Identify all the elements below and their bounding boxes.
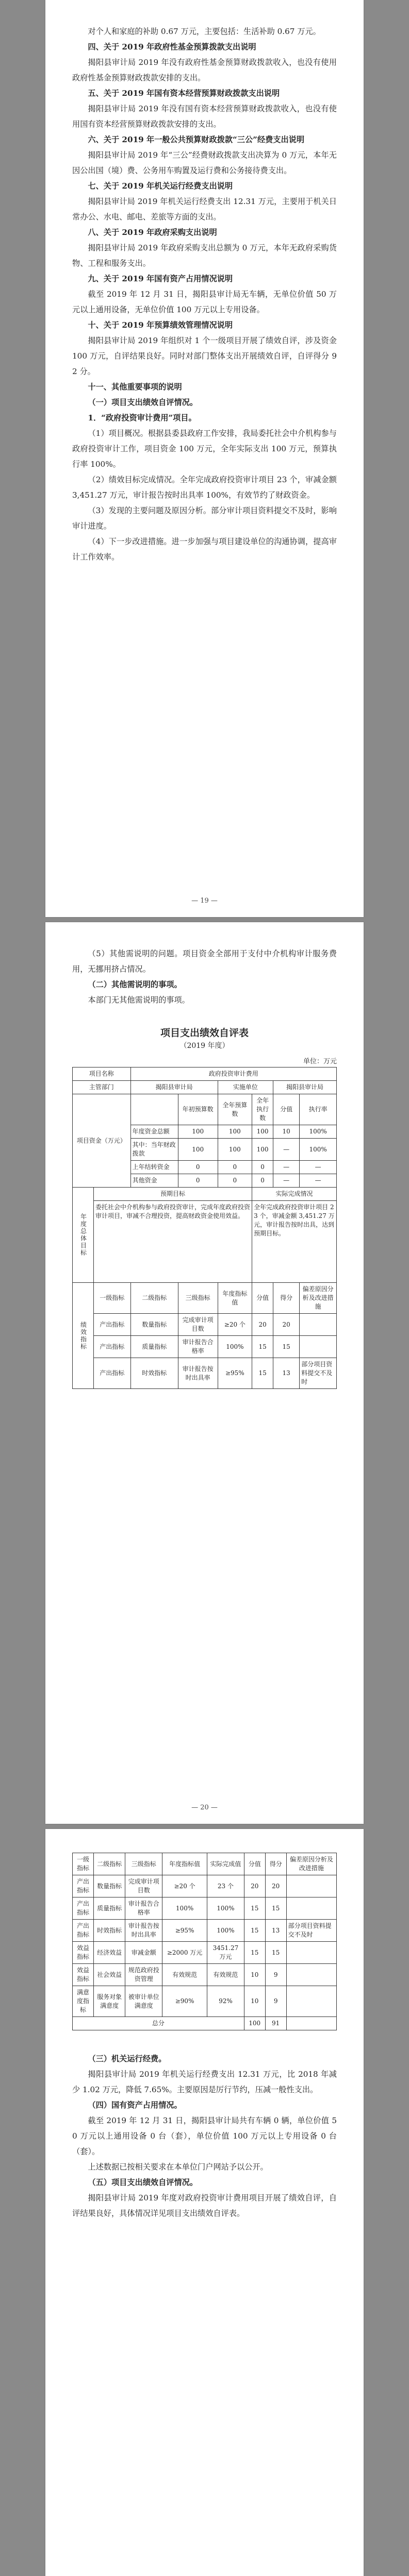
indicator-score: 15 xyxy=(244,1942,265,1964)
page-3-text xyxy=(72,2051,337,2221)
fund-score: — xyxy=(273,1139,300,1161)
total-row xyxy=(73,2017,337,2030)
fund-exec: 100 xyxy=(252,1139,273,1161)
fund-rate: — xyxy=(300,1174,337,1188)
fund-exec: 0 xyxy=(252,1174,273,1188)
indicator-target: ≥95% xyxy=(218,1358,252,1389)
indicator-row xyxy=(73,1986,337,2017)
body-paragraph: 揭阳县审计局 2019 年机关运行经费支出 12.31 万元，主要用于机关日常办公、水电、邮电、差旅等方面的支出。 xyxy=(72,197,337,222)
indicator-get: 20 xyxy=(273,1314,300,1336)
body-paragraph: 上述数据已按相关要求在本单位门户网站予以公开。 xyxy=(88,2162,268,2172)
fund-full: 100 xyxy=(218,1139,252,1161)
indicator-actual: 3451.27 万元 xyxy=(207,1942,244,1964)
project-name-label: 项目名称 xyxy=(73,1067,131,1081)
indicator-reason xyxy=(286,1986,336,2017)
fund-full: 0 xyxy=(218,1161,252,1174)
total-label: 总分 xyxy=(73,2017,244,2030)
fund-annual: 0 xyxy=(178,1161,218,1174)
section-heading: （一）项目支出绩效自评情况。 xyxy=(88,398,198,407)
indicator-actual: 92% xyxy=(207,1986,244,2017)
project-name-value: 政府投资审计费用 xyxy=(130,1067,336,1081)
indicator-get: 13 xyxy=(273,1358,300,1389)
indicator-get: 9 xyxy=(265,1964,286,1986)
document-page-1 xyxy=(45,0,364,917)
body-paragraph: 揭阳县审计局 2019 年度对政府投资审计费用项目开展了绩效自评，自评结果良好，具体情况详见项目支出绩效自评表。 xyxy=(72,2193,337,2218)
indicator-actual: 有效规范 xyxy=(207,1964,244,1986)
indicator-row xyxy=(73,1964,337,1986)
indicator-header-l3: 三级指标 xyxy=(125,1853,162,1875)
section-heading: 四、关于 2019 年政府性基金预算拨款支出说明 xyxy=(88,42,256,52)
section-heading: （五）项目支出绩效自评情况。 xyxy=(88,2178,198,2187)
body-paragraph: 揭阳县审计局 2019 年没有政府性基金预算财政拨款收入，也没有使用政府性基金预算财政拨款安排的支出。 xyxy=(72,58,337,82)
indicator-row xyxy=(73,1336,337,1358)
indicator-reason: 部分项目资料提交不及时 xyxy=(286,1920,336,1942)
dept-value: 揭阳县审计局 xyxy=(130,1081,218,1094)
indicator-get: 13 xyxy=(265,1920,286,1942)
indicator-get: 15 xyxy=(273,1336,300,1358)
fund-name: 上年结转资金 xyxy=(130,1161,178,1174)
indicator-l2: 服务对象满意度 xyxy=(93,1986,125,2017)
page-2-body xyxy=(72,946,337,1389)
indicator-label: 绩效指标 xyxy=(73,1283,94,1389)
indicator-l2: 时效指标 xyxy=(93,1920,125,1942)
body-paragraph: 揭阳县审计局 2019 年政府采购支出总额为 0 万元，本年无政府采购货物、工程和服务支出。 xyxy=(72,243,337,268)
indicator-get: 20 xyxy=(265,1875,286,1897)
indicator-l2: 数量指标 xyxy=(93,1875,125,1897)
body-paragraph: 本部门无其他需说明的事项。 xyxy=(88,995,190,1005)
fund-full: 100 xyxy=(218,1125,252,1139)
table-unit: 单位：万元 xyxy=(303,1058,337,1065)
page-2-intro xyxy=(72,946,337,1008)
indicator-l3: 被审计单位满意度 xyxy=(125,1986,162,2017)
indicator-reason xyxy=(286,1875,336,1897)
indicator-l1: 产出指标 xyxy=(73,1920,94,1942)
indicator-reason xyxy=(286,1942,336,1964)
indicator-l3: 审计报告按时出具率 xyxy=(125,1920,162,1942)
body-paragraph: （1）项目概况。根据县委县政府工作安排，我局委托社会中介机构参与政府投资审计工作，项目资金 100 万元，全年实际支出 100 万元，预算执行率 100%。 xyxy=(72,429,337,469)
indicator-l2: 质量指标 xyxy=(93,1897,125,1920)
indicator-l1: 产出指标 xyxy=(93,1358,130,1389)
total-blank xyxy=(286,2017,336,2030)
indicator-actual: 100% xyxy=(207,1920,244,1942)
indicator-get: 15 xyxy=(265,1942,286,1964)
goal-actual: 全年完成政府投资审计项目 23 个，审减金额 3,451.27 万元，审计报告按时出具，达到预期目标。 xyxy=(252,1201,337,1283)
indicator-target: ≥2000 万元 xyxy=(162,1942,207,1964)
indicator-l3: 规范政府投资管理 xyxy=(125,1964,162,1986)
indicator-l2: 数量指标 xyxy=(130,1314,178,1336)
indicator-score: 10 xyxy=(244,1986,265,2017)
body-paragraph: 揭阳县审计局 2019 年没有国有资本经营预算财政拨款收入，也没有使用国有资本经营预算财政拨款安排的支出。 xyxy=(72,104,337,129)
indicator-row xyxy=(73,1942,337,1964)
indicator-header-l2: 二级指标 xyxy=(130,1283,178,1314)
indicator-header-get: 得分 xyxy=(265,1853,286,1875)
indicator-l1: 产出指标 xyxy=(73,1897,94,1920)
indicator-row xyxy=(73,1897,337,1920)
performance-table xyxy=(72,1067,337,1389)
col-full: 全年预算数 xyxy=(218,1094,252,1125)
indicator-l2: 社会效益 xyxy=(93,1964,125,1986)
goal-actual-header: 实际完成情况 xyxy=(252,1188,337,1201)
performance-table-continued xyxy=(72,1853,337,2030)
fund-rate: — xyxy=(300,1161,337,1174)
indicator-l1: 效益指标 xyxy=(73,1942,94,1964)
indicator-row xyxy=(73,1920,337,1942)
fund-score: 10 xyxy=(273,1125,300,1139)
indicator-header-score: 分值 xyxy=(244,1853,265,1875)
body-paragraph: 截至 2019 年 12 月 31 日，揭阳县审计局无车辆，无单位价值 50 万元以上通用设备，无单位价值 100 万元以上专用设备。 xyxy=(72,290,337,314)
body-paragraph: （5）其他需说明的问题。项目资金全部用于支付中介机构审计服务费用，无挪用挤占情况。 xyxy=(72,949,337,974)
section-heading: （三）机关运行经费。 xyxy=(88,2054,167,2063)
indicator-reason xyxy=(300,1336,337,1358)
indicator-score: 15 xyxy=(252,1336,273,1358)
fund-annual: 100 xyxy=(178,1139,218,1161)
indicator-header-l3: 三级指标 xyxy=(178,1283,218,1314)
dept-label: 主管部门 xyxy=(73,1081,131,1094)
funds-label: 项目资金（万元） xyxy=(73,1094,131,1188)
col-exec: 全年执行数 xyxy=(252,1094,273,1125)
section-heading: 1．“政府投资审计费用”项目。 xyxy=(88,413,197,422)
indicator-l3: 审计报告合格率 xyxy=(125,1897,162,1920)
body-paragraph: （3）发现的主要问题及原因分析。部分审计项目资料提交不及时，影响审计进度。 xyxy=(72,506,337,531)
page-1-body xyxy=(72,24,337,565)
indicator-target: ≥20 个 xyxy=(218,1314,252,1336)
body-paragraph: （2）绩效目标完成情况。全年完成政府投资审计项目 23 个，审减金额 3,451.27 万元，审计报告按时出具率 100%，有效节约了财政资金。 xyxy=(72,475,337,500)
fund-annual: 0 xyxy=(178,1174,218,1188)
fund-name: 其中：当年财政拨款 xyxy=(130,1139,178,1161)
section-heading: （四）国有资产占用情况。 xyxy=(88,2100,182,2110)
indicator-score: 15 xyxy=(252,1358,273,1389)
fund-annual: 100 xyxy=(178,1125,218,1139)
indicator-reason xyxy=(300,1314,337,1336)
section-heading: 十、关于 2019 年预算绩效管理情况说明 xyxy=(88,320,233,330)
total-get: 91 xyxy=(265,2017,286,2030)
section-heading: （二）其他需说明的事项。 xyxy=(88,980,182,989)
indicator-score: 15 xyxy=(244,1897,265,1920)
fund-name: 其他资金 xyxy=(130,1174,178,1188)
page-number: — 19 — xyxy=(191,897,218,905)
table-title: 项目支出绩效自评表 xyxy=(160,1027,249,1039)
fund-full: 0 xyxy=(218,1174,252,1188)
indicator-reason xyxy=(286,1897,336,1920)
indicator-l1: 产出指标 xyxy=(93,1336,130,1358)
indicator-header-reason: 偏差原因分析及改进措施 xyxy=(300,1283,337,1314)
indicator-l3: 审计报告按时出具率 xyxy=(178,1358,218,1389)
fund-score: — xyxy=(273,1161,300,1174)
indicator-l2: 时效指标 xyxy=(130,1358,178,1389)
body-paragraph: 揭阳县审计局 2019 年组织对 1 个一级项目开展了绩效自评，涉及资金 100 万元，自评结果良好。同时对部门整体支出开展绩效自评，自评得分 92 分。 xyxy=(72,336,337,376)
indicator-l3: 完成审计项目数 xyxy=(178,1314,218,1336)
col-score: 分值 xyxy=(273,1094,300,1125)
body-paragraph: 截至 2019 年 12 月 31 日，揭阳县审计局共有车辆 0 辆，单位价值 50 万元以上通用设备 0 台（套），单位价值 100 万元以上专用设备 0 台（套）。 xyxy=(72,2116,337,2156)
indicator-header-reason: 偏差原因分析及改进措施 xyxy=(286,1853,336,1875)
total-score: 100 xyxy=(244,2017,265,2030)
indicator-score: 20 xyxy=(252,1314,273,1336)
body-paragraph: （4）下一步改进措施。进一步加强与项目建设单位的沟通协调，提高审计工作效率。 xyxy=(72,537,337,562)
indicator-l2: 质量指标 xyxy=(130,1336,178,1358)
indicator-l1: 产出指标 xyxy=(93,1314,130,1336)
section-heading: 八、关于 2019 年政府采购支出说明 xyxy=(88,228,217,237)
indicator-target: 100% xyxy=(218,1336,252,1358)
indicator-get: 9 xyxy=(265,1986,286,2017)
indicator-header-l2: 二级指标 xyxy=(93,1853,125,1875)
indicator-target: ≥20 个 xyxy=(162,1875,207,1897)
indicator-actual: 100% xyxy=(207,1897,244,1920)
indicator-target: 100% xyxy=(162,1897,207,1920)
fund-name: 年度资金总额 xyxy=(130,1125,178,1139)
indicator-header-get: 得分 xyxy=(273,1283,300,1314)
document-page-3 xyxy=(45,1829,364,2576)
indicator-l1: 满意度指标 xyxy=(73,1986,94,2017)
indicator-l1: 效益指标 xyxy=(73,1964,94,1986)
indicator-header-target: 年度指标值 xyxy=(218,1283,252,1314)
fund-exec: 0 xyxy=(252,1161,273,1174)
indicator-target: ≥95% xyxy=(162,1920,207,1942)
indicator-header-l1: 一级指标 xyxy=(93,1283,130,1314)
document-page-2 xyxy=(45,922,364,1824)
goal-label: 年度总体目标 xyxy=(73,1188,94,1283)
indicator-score: 20 xyxy=(244,1875,265,1897)
page-3-body xyxy=(72,1853,337,2221)
body-paragraph: 对个人和家庭的补助 0.67 万元，主要包括：生活补助 0.67 万元。 xyxy=(88,27,321,36)
fund-exec: 100 xyxy=(252,1125,273,1139)
indicator-l3: 审减金额 xyxy=(125,1942,162,1964)
table-year: （2019 年度） xyxy=(179,1042,230,1050)
indicator-l1: 产出指标 xyxy=(73,1875,94,1897)
indicator-score: 15 xyxy=(244,1920,265,1942)
section-heading: 七、关于 2019 年机关运行经费支出说明 xyxy=(88,181,233,191)
indicator-target: 有效规范 xyxy=(162,1964,207,1986)
page-number: — 20 — xyxy=(191,1804,218,1811)
indicator-reason: 部分项目资料提交不及时 xyxy=(300,1358,337,1389)
goal-expected-header: 预期目标 xyxy=(93,1188,252,1201)
indicator-score: 10 xyxy=(244,1964,265,1986)
indicator-actual: 23 个 xyxy=(207,1875,244,1897)
indicator-row xyxy=(73,1358,337,1389)
indicator-l3: 完成审计项目数 xyxy=(125,1875,162,1897)
indicator-reason xyxy=(286,1964,336,1986)
col-blank xyxy=(130,1094,178,1125)
section-heading: 九、关于 2019 年国有资产占用情况说明 xyxy=(88,274,233,283)
indicator-target: ≥90% xyxy=(162,1986,207,2017)
body-paragraph: 揭阳县审计局 2019 年“三公”经费财政拨款支出决算为 0 万元，本年无因公出国（境）费、公务用车购置及运行费和公务接待费支出。 xyxy=(72,150,337,175)
fund-score: — xyxy=(273,1174,300,1188)
indicator-row xyxy=(73,1314,337,1336)
section-heading: 六、关于 2019 年一般公共预算财政拨款“三公”经费支出说明 xyxy=(88,135,305,144)
body-paragraph: 揭阳县审计局 2019 年机关运行经费支出 12.31 万元，比 2018 年减少 1.02 万元，降低 7.65%。主要原因是厉行节约，压减一般性支出。 xyxy=(72,2070,337,2094)
impl-label: 实施单位 xyxy=(218,1081,273,1094)
section-heading: 十一、其他重要事项的说明 xyxy=(88,382,182,392)
indicator-l3: 审计报告合格率 xyxy=(178,1336,218,1358)
section-heading: 五、关于 2019 年国有资本经营预算财政拨款支出说明 xyxy=(88,89,280,98)
col-annual: 年初预算数 xyxy=(178,1094,218,1125)
indicator-l2: 经济效益 xyxy=(93,1942,125,1964)
indicator-header-actual: 实际完成值 xyxy=(207,1853,244,1875)
fund-rate: 100% xyxy=(300,1139,337,1161)
goal-expected: 委托社会中介机构参与政府投资审计，完成年度政府投资审计项目，审减不合理投资，提高财政资金使用效益。 xyxy=(93,1201,252,1283)
col-rate: 执行率 xyxy=(300,1094,337,1125)
indicator-row xyxy=(73,1875,337,1897)
indicator-header-l1: 一级指标 xyxy=(73,1853,94,1875)
impl-value: 揭阳县审计局 xyxy=(273,1081,337,1094)
indicator-get: 15 xyxy=(265,1897,286,1920)
indicator-header-target: 年度指标值 xyxy=(162,1853,207,1875)
fund-rate: 100% xyxy=(300,1125,337,1139)
indicator-header-score: 分值 xyxy=(252,1283,273,1314)
